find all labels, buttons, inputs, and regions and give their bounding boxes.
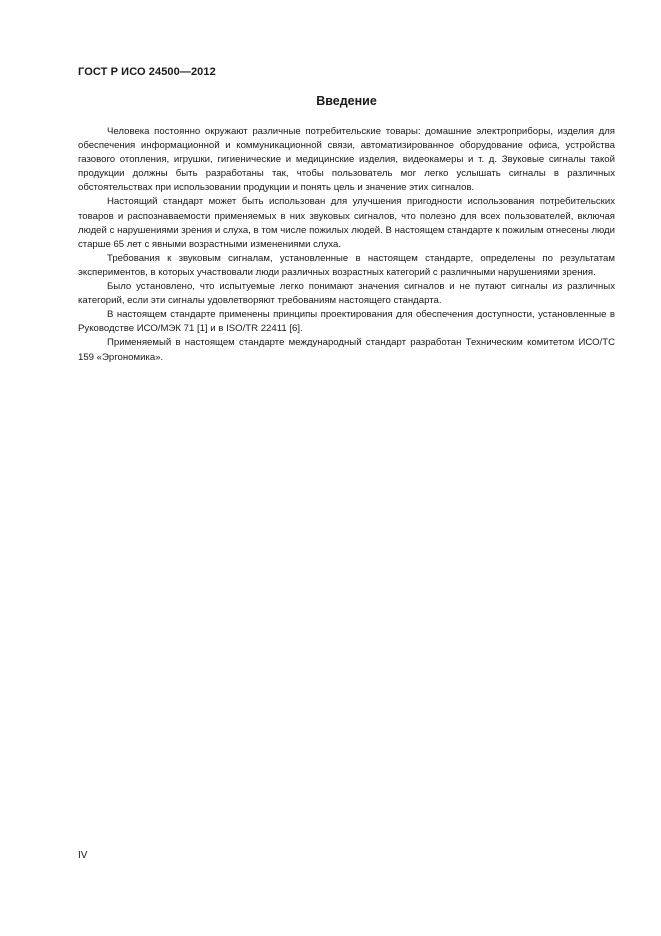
- paragraph: Требования к звуковым сигналам, установленные в настоящем стандарте, определены по результатам экспериментов, в которых участвовали люди различных возрастных категорий с различными нарушениями зрения.: [78, 252, 615, 278]
- document-code: ГОСТ Р ИСО 24500—2012: [78, 66, 216, 78]
- paragraph: Человека постоянно окружают различные потребительские товары: домашние электроприборы, изделия для обеспечения информационной и коммуникационной связи, автоматизированное оборудование офиса, устройства газового отопления, игрушки, гигиенические и медицинские изделия, видеокамеры и т. д. Звуковые сигналы такой продукции должны быть разработаны так, чтобы пользователь мог легко услышать сигналы в различных обстоятельствах при использовании продукции и понять цель и значение этих сигналов.: [78, 126, 615, 194]
- section-title: Введение: [316, 94, 377, 108]
- paragraph: В настоящем стандарте применены принципы проектирования для обеспечения доступности, установленные в Руководстве ИСО/МЭК 71 [1] и в ISO/TR 22411 [6].: [78, 309, 615, 335]
- paragraph: Было установлено, что испытуемые легко понимают значения сигналов и не путают сигналы из различных категорий, если эти сигналы удовлетворяют требованиям настоящего стандарта.: [78, 281, 615, 307]
- paragraph: Применяемый в настоящем стандарте международный стандарт разработан Техническим комитетом ИСО/ТС 159 «Эргономика».: [78, 337, 615, 363]
- page-number: IV: [78, 850, 88, 861]
- paragraph: Настоящий стандарт может быть использован для улучшения пригодности использования потребительских товаров и распознаваемости применяемых в них звуковых сигналов, что полезно для всех пользователей, включая людей с нарушениями зрения и слуха, в том числе пожилых людей. В настоящем стандарте к пожилым отнесены люди старше 65 лет с явными возрастными изменениями слуха.: [78, 196, 615, 250]
- introduction-body: [78, 125, 615, 365]
